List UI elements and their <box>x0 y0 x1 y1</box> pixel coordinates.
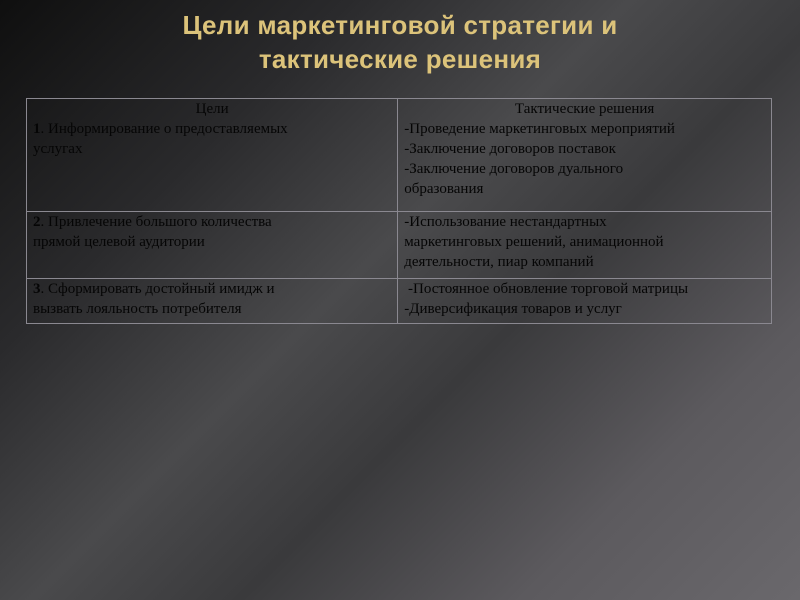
table-row <box>27 99 772 212</box>
slide-title <box>0 8 800 76</box>
goal-text-part: . Информирование о предоставляемых <box>40 121 288 137</box>
decision-item: деятельности, пиар компаний <box>404 254 594 270</box>
decisions-cell <box>398 212 772 279</box>
goal-cell <box>27 212 398 279</box>
goal-cell <box>27 279 398 324</box>
goal-number: 1 <box>33 121 41 137</box>
goal-text <box>33 212 391 232</box>
goal-text <box>33 119 391 139</box>
decision-item: -Заключение договоров поставок <box>404 141 616 157</box>
table-row <box>27 279 772 324</box>
goal-number: 2 <box>33 214 41 230</box>
decision-item: -Использование нестандартных <box>404 214 607 230</box>
goal-cell <box>27 99 398 212</box>
decision-item: маркетинговых решений, анимационной <box>404 234 664 250</box>
goal-text-part: . Привлечение большого количества <box>40 214 272 230</box>
goal-text-continued: прямой целевой аудитории <box>33 234 205 250</box>
column-header-decisions: Тактические решения <box>514 101 655 117</box>
goal-text-part: . Сформировать достойный имидж и <box>40 281 275 297</box>
decision-item: -Проведение маркетинговых мероприятий <box>404 121 675 137</box>
goal-number: 3 <box>33 281 41 297</box>
decision-item: -Постоянное обновление торговой матрицы <box>404 281 689 297</box>
slide-title-line-2: тактические решения <box>258 44 542 74</box>
table-row <box>27 212 772 279</box>
decision-item: -Заключение договоров дуального <box>404 161 624 177</box>
decision-item: образования <box>404 181 484 197</box>
decisions-cell <box>398 279 772 324</box>
slide-title-line-1: Цели маркетинговой стратегии и <box>182 10 618 40</box>
goal-text <box>33 279 391 299</box>
decisions-cell <box>398 99 772 212</box>
decision-item: -Диверсификация товаров и услуг <box>404 301 622 317</box>
goal-text-continued: вызвать лояльность потребителя <box>33 301 242 317</box>
column-header-goals: Цели <box>195 101 229 117</box>
goals-table <box>26 98 772 324</box>
goal-text-continued: услугах <box>33 141 83 157</box>
